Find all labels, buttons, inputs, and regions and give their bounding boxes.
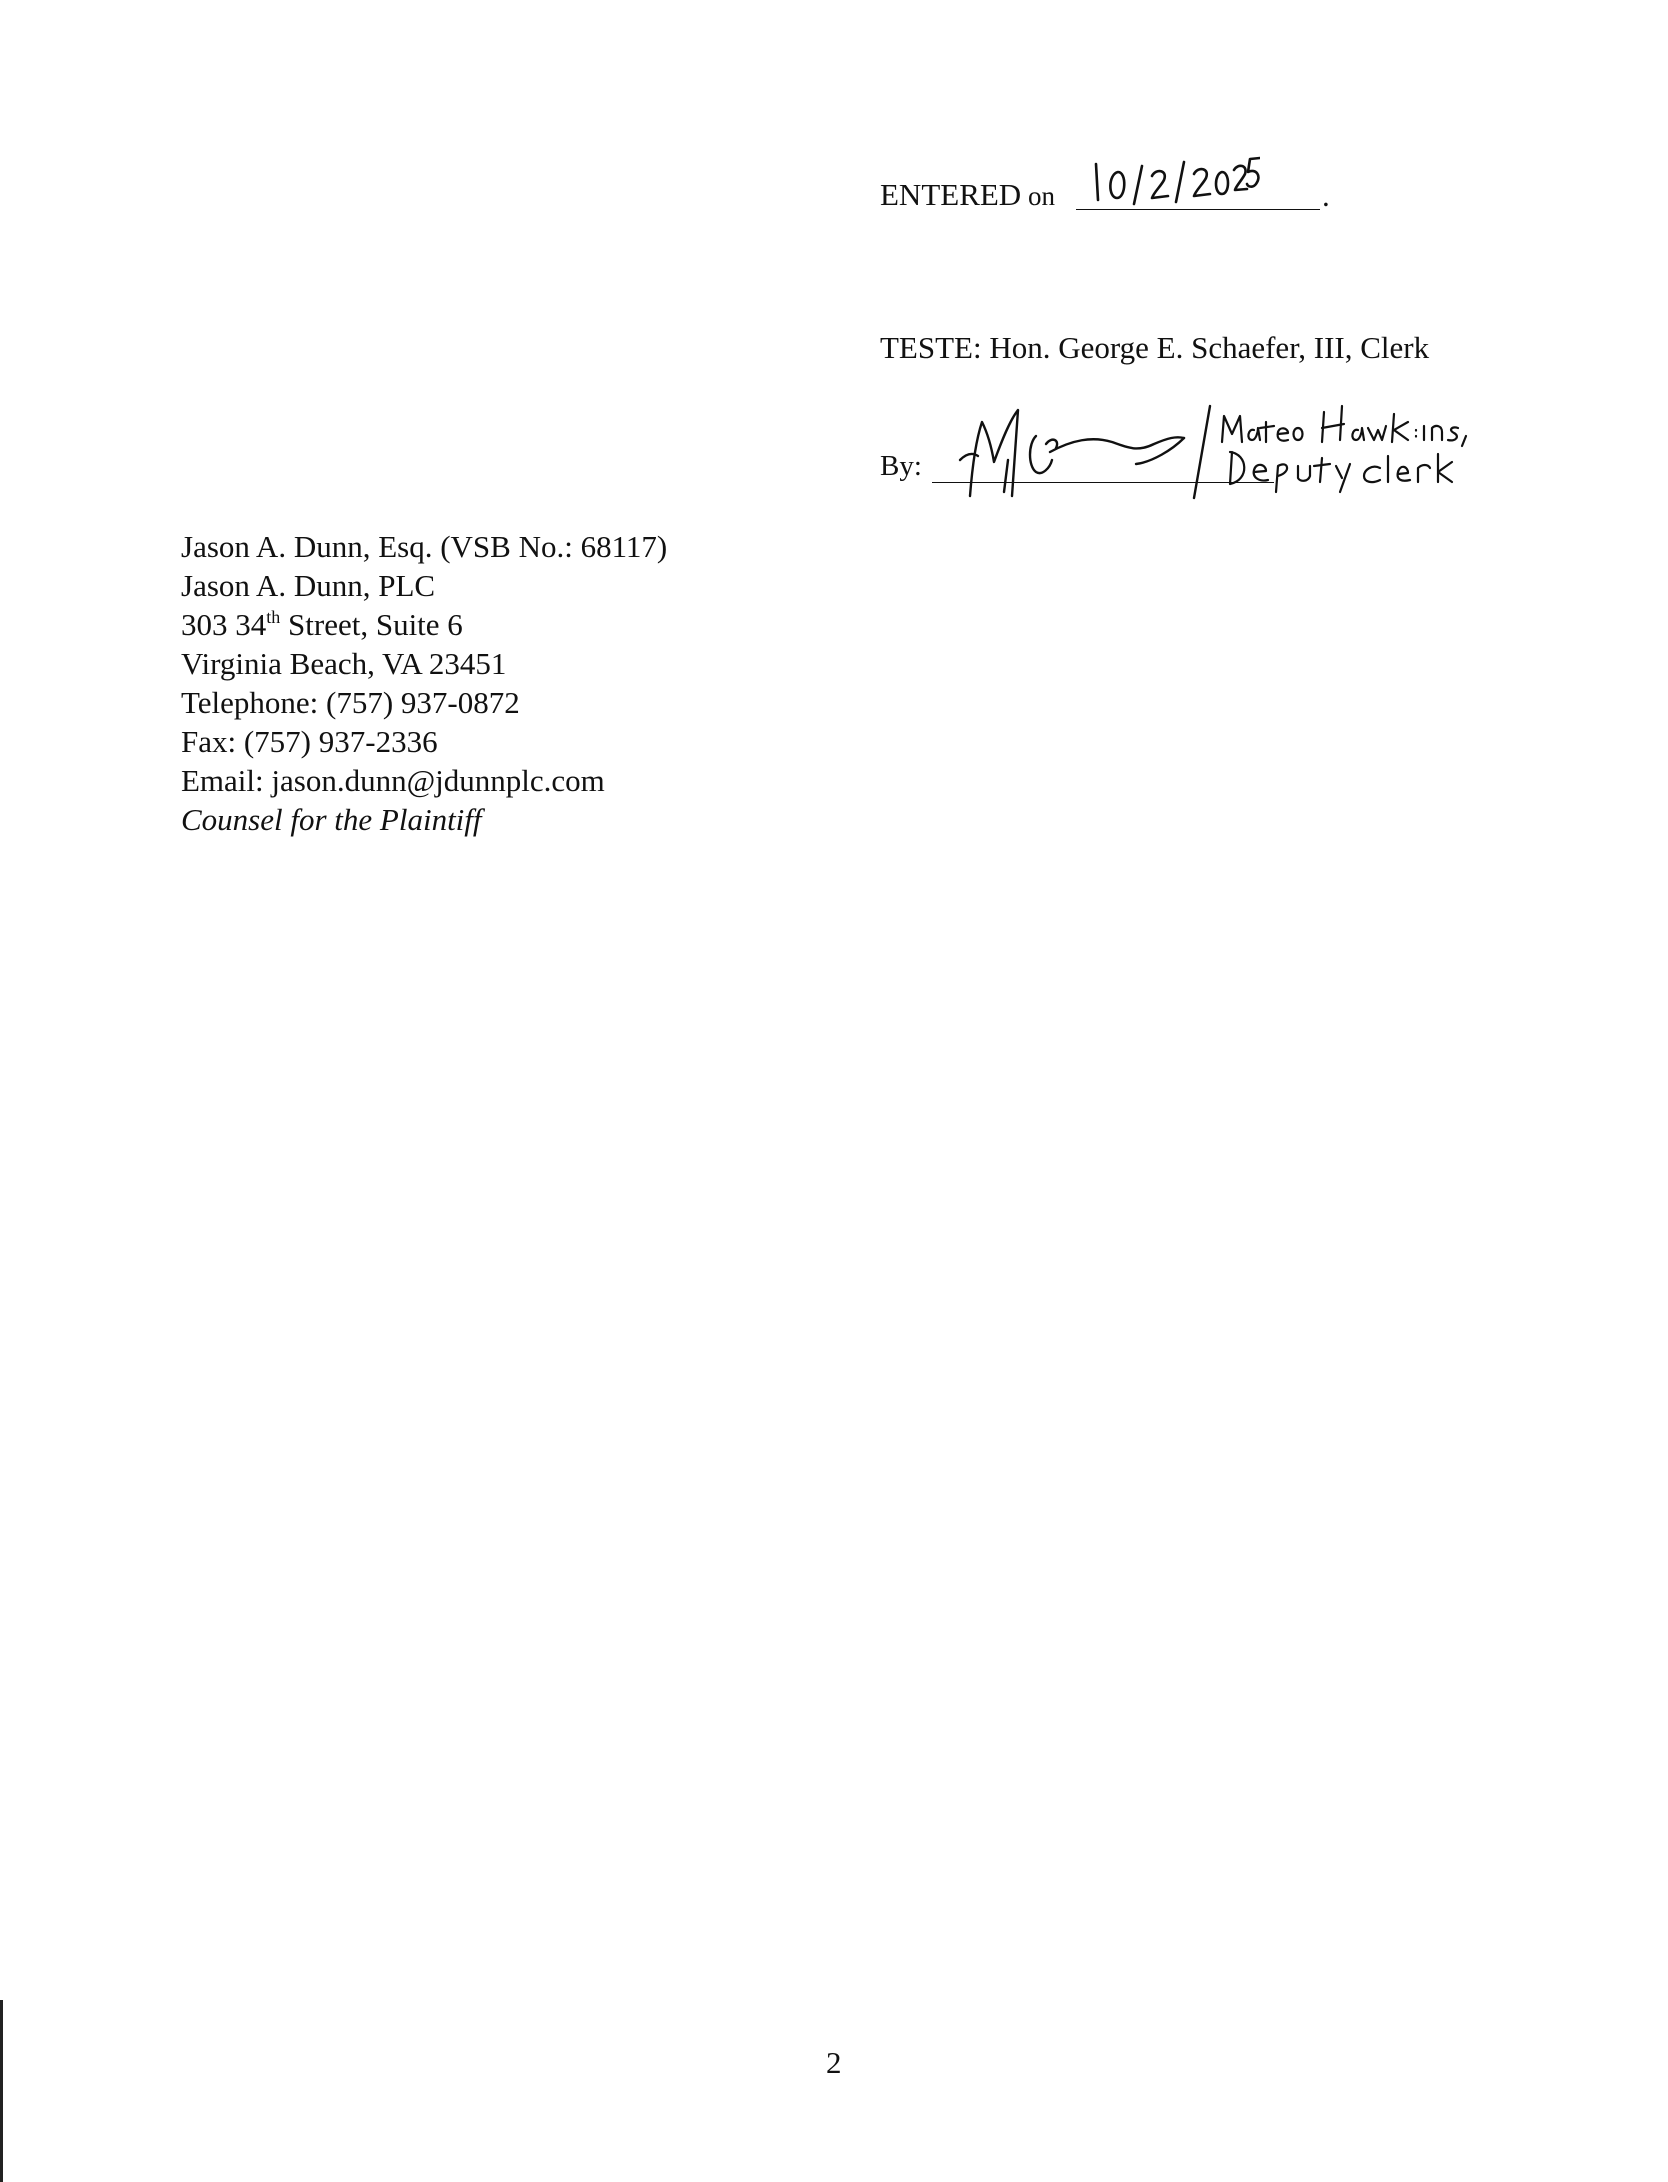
entered-date-line [880, 150, 1560, 220]
entered-label: ENTERED on [880, 177, 1055, 212]
counsel-city-state-zip: Virginia Beach, VA 23451 [181, 646, 507, 681]
counsel-name-bar-number: Jason A. Dunn, Esq. (VSB No.: 68117) [181, 529, 668, 564]
counsel-fax: Fax: (757) 937-2336 [181, 724, 438, 759]
handwritten-entered-date [1090, 150, 1260, 210]
entered-period: . [1322, 178, 1330, 213]
teste-clerk-line: TESTE: Hon. George E. Schaefer, III, Clerk [880, 330, 1430, 365]
page-number: 2 [826, 2045, 842, 2080]
deputy-clerk-signature [932, 400, 1512, 500]
counsel-signature-block [181, 527, 667, 839]
scan-edge-artifact [0, 2000, 3, 2182]
counsel-firm: Jason A. Dunn, PLC [181, 568, 436, 603]
counsel-email: Email: jason.dunn@jdunnplc.com [181, 763, 605, 798]
by-label: By: [880, 450, 922, 482]
signature-line [880, 400, 1580, 500]
counsel-role: Counsel for the Plaintiff [181, 802, 482, 837]
counsel-telephone: Telephone: (757) 937-0872 [181, 685, 520, 720]
entered-underline [1076, 209, 1320, 210]
counsel-street-address: 303 34th Street, Suite 6 [181, 607, 463, 642]
